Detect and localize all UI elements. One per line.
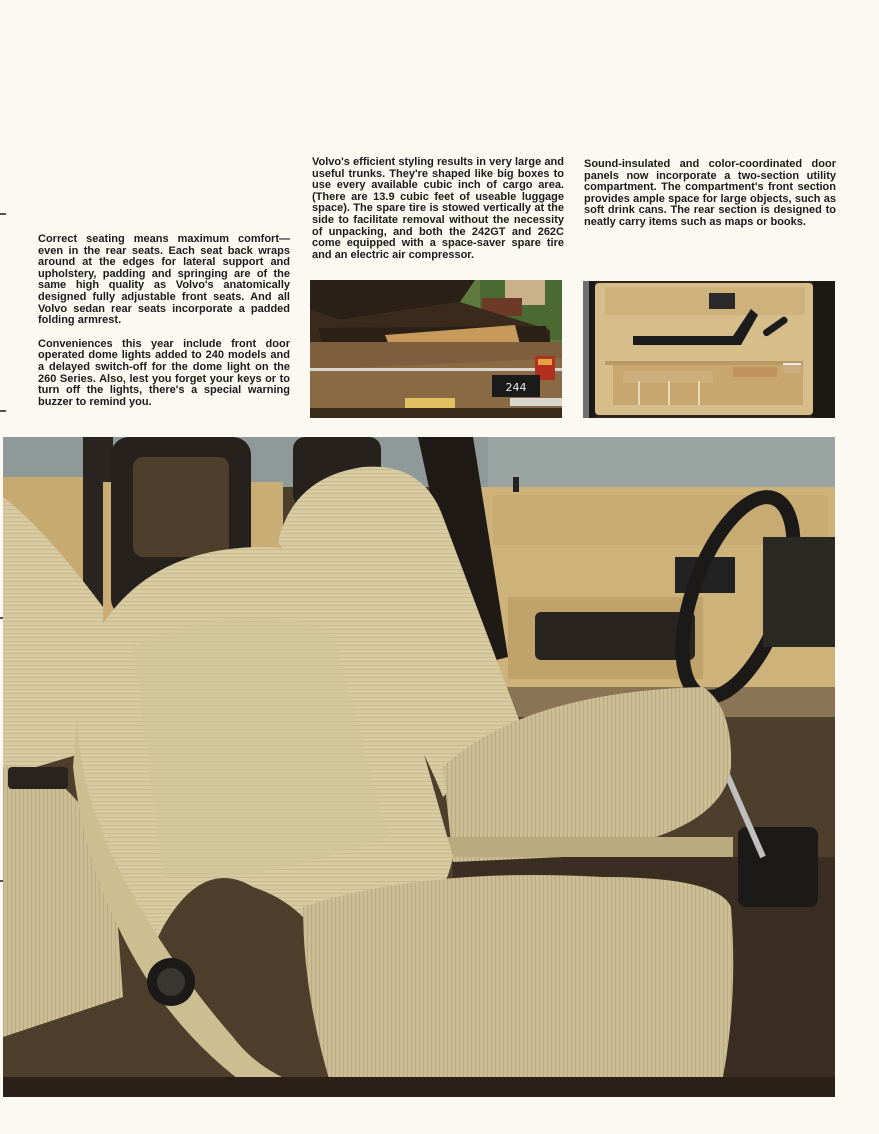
text-column-trunk — [312, 157, 564, 261]
paragraph-conveniences: Conveniences this year include front door operated dome lights added to 240 models and a delayed switch-off for the dome light on the 260 Series. Also, lest you forget your keys or to turn off the lights, there's a special warning buzzer to remind you. — [38, 337, 290, 408]
paragraph-trunk: Volvo's efficient styling results in very large and useful trunks. They're shaped like big boxes to use every available cubic inch of cargo area. (There are 13.9 cubic feet of useable luggage space). The spare tire is stowed vertically at the side to facilitate removal without the necessity of unpacking, and both the 242GT and 262C come equipped with a space-saver spare tire and an electric air compressor. — [312, 156, 564, 261]
paragraph-door-panels: Sound-insulated and color-coordinated door panels now incorporate a two-section utility compartment. The compartment's front section provides ample space for large objects, such as soft drink cans. The rear section is designed to neatly carry items such as maps or books. — [584, 158, 836, 228]
interior-seats-photo — [3, 437, 835, 1097]
text-column-seating — [38, 234, 290, 408]
binding-mark — [0, 213, 6, 215]
paragraph-seating-comfort: Correct seating means maximum comfort—even in the rear seats. Each seat back wraps around at the edges for lateral support and upholstery, padding and springing are of the same high quality as Volvo's anatomically designed fully adjustable front seats. And all Volvo sedan rear seats incorporate a padded folding armrest. — [38, 233, 290, 327]
door-panel-photo — [583, 281, 835, 418]
text-column-door-panels — [584, 159, 836, 229]
binding-mark — [0, 410, 6, 412]
trunk-photo — [310, 280, 562, 418]
trunk-badge: 244 — [505, 381, 527, 394]
